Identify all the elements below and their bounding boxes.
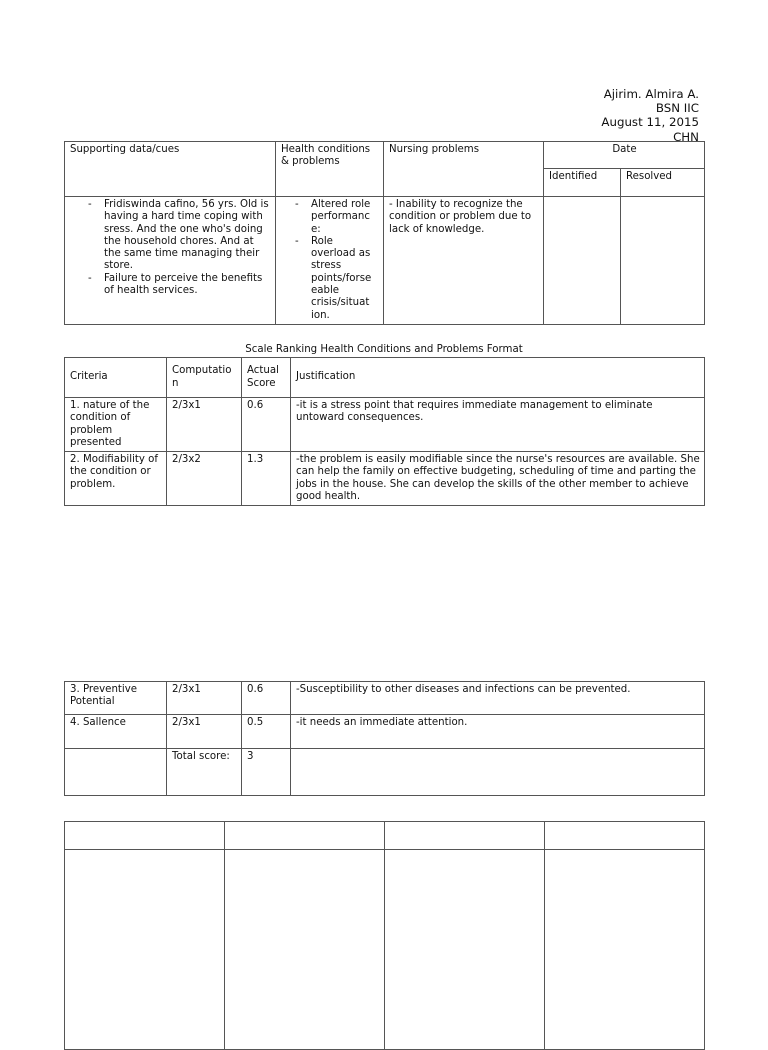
table-row xyxy=(65,452,705,506)
cell-computation: 2/3x1 xyxy=(167,682,242,715)
list-item: - Fridiswinda cafino, 56 yrs. Old is having a hard time coping with sress. And the one who's doing the household chores. And at the same time managing their store. xyxy=(104,199,271,273)
header-nursing-problems: Nursing problems xyxy=(384,142,544,197)
cell-nursing-problem: - Inability to recognize the condition or problem due to lack of knowledge. xyxy=(384,197,544,325)
cell-computation: 2/3x2 xyxy=(167,452,242,506)
cell-justification: -it is a stress point that requires immediate management to eliminate untoward consequences. xyxy=(291,398,705,452)
cell-identified xyxy=(544,197,621,325)
scale-ranking-table-continued xyxy=(64,681,705,796)
blank-header-cell xyxy=(65,822,225,850)
total-score-label: Total score: xyxy=(167,749,242,796)
table-row xyxy=(65,715,705,749)
header-computation: Computatio n xyxy=(167,358,242,398)
total-score-value: 3 xyxy=(242,749,291,796)
course-section: BSN IIC xyxy=(655,101,699,116)
document-header xyxy=(601,87,699,144)
table-row xyxy=(65,398,705,452)
cell-health-conditions xyxy=(276,197,384,325)
cell-score: 0.6 xyxy=(242,682,291,715)
blank-cell xyxy=(385,850,545,1050)
cell-computation: 2/3x1 xyxy=(167,715,242,749)
list-item: - Failure to perceive the benefits of health services. xyxy=(104,273,271,298)
total-row xyxy=(65,749,705,796)
blank-cell xyxy=(545,850,705,1050)
header-actual-score: Actual Score xyxy=(242,358,291,398)
scale-ranking-title: Scale Ranking Health Conditions and Problems Format xyxy=(245,344,523,355)
header-date: Date xyxy=(544,142,705,169)
subject-code: CHN xyxy=(673,129,699,144)
cell-criteria: 2. Modifiability of the condition or problem. xyxy=(65,452,167,506)
list-item: - Role overload as stress points/forse eable crisis/situat ion. xyxy=(311,236,379,322)
header-criteria: Criteria xyxy=(65,358,167,398)
cell-score: 0.5 xyxy=(242,715,291,749)
header-supporting-cues: Supporting data/cues xyxy=(65,142,276,197)
table-row xyxy=(65,682,705,715)
scale-ranking-table xyxy=(64,357,705,506)
header-identified: Identified xyxy=(544,169,621,197)
blank-header-cell xyxy=(385,822,545,850)
cell-empty xyxy=(291,749,705,796)
cell-computation: 2/3x1 xyxy=(167,398,242,452)
cell-criteria: 3. Preventive Potential xyxy=(65,682,167,715)
blank-cell xyxy=(65,850,225,1050)
blank-header-cell xyxy=(225,822,385,850)
blank-header-cell xyxy=(545,822,705,850)
cell-supporting-cues xyxy=(65,197,276,325)
cell-resolved xyxy=(621,197,705,325)
cell-score: 0.6 xyxy=(242,398,291,452)
list-item: - Altered role performanc e: xyxy=(311,199,379,236)
document-date: August 11, 2015 xyxy=(601,115,699,130)
cell-score: 1.3 xyxy=(242,452,291,506)
student-name: Ajirim. Almira A. xyxy=(603,87,699,101)
cell-criteria: 4. Sallence xyxy=(65,715,167,749)
blank-cell xyxy=(225,850,385,1050)
blank-table xyxy=(64,821,705,1050)
cell-empty xyxy=(65,749,167,796)
cell-justification: -the problem is easily modifiable since the nurse's resources are available. She can help the family on effective budgeting, scheduling of time and parting the jobs in the house. She can develop the skills of the other member to achieve good health. xyxy=(291,452,705,506)
cell-criteria: 1. nature of the condition of problem presented xyxy=(65,398,167,452)
nursing-problem-table xyxy=(64,141,705,325)
cell-justification: -Susceptibility to other diseases and infections can be prevented. xyxy=(291,682,705,715)
header-resolved: Resolved xyxy=(621,169,705,197)
header-health-conditions: Health conditions & problems xyxy=(276,142,384,197)
header-justification: Justification xyxy=(291,358,705,398)
cell-justification: -it needs an immediate attention. xyxy=(291,715,705,749)
